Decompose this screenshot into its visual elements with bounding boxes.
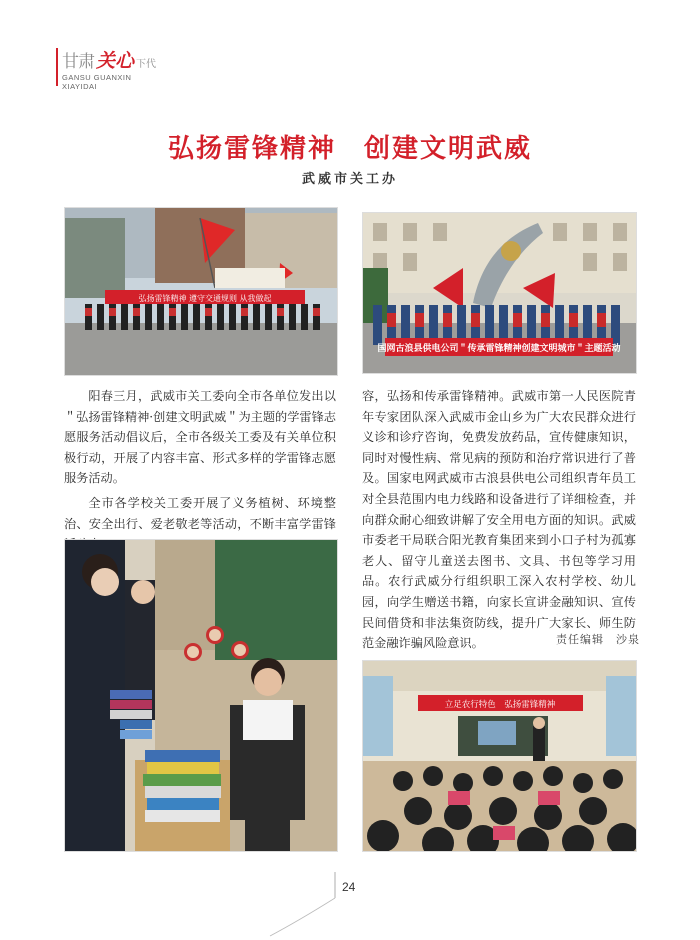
- article-paragraph: 阳春三月，武威市关工委向全市各单位发出以＂弘扬雷锋精神·创建文明武威＂为主题的学雷锋志愿服务活动倡议后，全市各级关工委及有关单位积极行动，开展了内容丰富、形式多样的学雷锋志愿服务活动。: [64, 389, 336, 486]
- photo-power-company-group: [362, 212, 637, 374]
- photo-bank-classroom: [362, 660, 637, 852]
- article-title: 弘扬雷锋精神 创建文明武威: [167, 134, 532, 164]
- masthead-logo-right: 下代: [136, 59, 157, 70]
- page-number: 24: [342, 880, 356, 894]
- article-byline: 武威市关工办: [301, 172, 398, 187]
- photo-banner-text: 国网古浪县供电公司＂传承雷锋精神创建文明城市＂主题活动: [377, 344, 621, 354]
- editor-credit: 责任编辑 沙泉: [556, 633, 640, 646]
- masthead-logo-main: 关心: [96, 50, 135, 72]
- photo-banner-text: 立足农行特色 弘扬雷锋精神: [444, 700, 556, 710]
- masthead-logo-row: [62, 46, 182, 73]
- photo-banner-text: 弘扬雷锋精神 遵守交通规则 从我做起: [138, 294, 272, 303]
- masthead-pinyin-1: GANSU GUANXIN: [62, 73, 132, 82]
- photo-street-volunteers: [64, 207, 338, 376]
- photo-students-books: [64, 539, 338, 852]
- article-paragraph: 全市各学校关工委开展了义务植树、环境整治、安全出行、爱老敬老等活动，不断丰富学雷锋: [64, 495, 336, 531]
- article-right-column: [362, 386, 636, 654]
- article-paragraph: 容，弘扬和传承雷锋精神。武威市第一人民医院青年专家团队深入武威市金山乡为广大农民群众进行义诊和诊疗咨询，免费发放药品，宣传健康知识，同时对慢性病、常见病的预防和治疗常识进行了普及。国家电网武威市古浪县供电公司组织青年员工对全县范围内电力线路和设备进行了详细检查，并向群众耐心细致讲解了安全用电方面的知识。武威市委老干局联合阳光教育集团来到小口子村为孤寡老人、留守儿童送去图书、文具、书包等学习用品。农行武威分行组织职工深入农村学校、幼儿园，向学生赠送书籍，向家长宣讲金融知识、宣传民间借贷和非法集资防线，提升广大家长、师生防范金融诈骗风险意识。: [362, 389, 636, 651]
- masthead-logo: [62, 46, 182, 91]
- article-left-column: [64, 386, 336, 555]
- masthead-logo-left: 甘肃: [62, 52, 94, 72]
- masthead-pinyin-2: XIAYIDAI: [62, 82, 98, 91]
- masthead-accent-bar: [56, 48, 58, 86]
